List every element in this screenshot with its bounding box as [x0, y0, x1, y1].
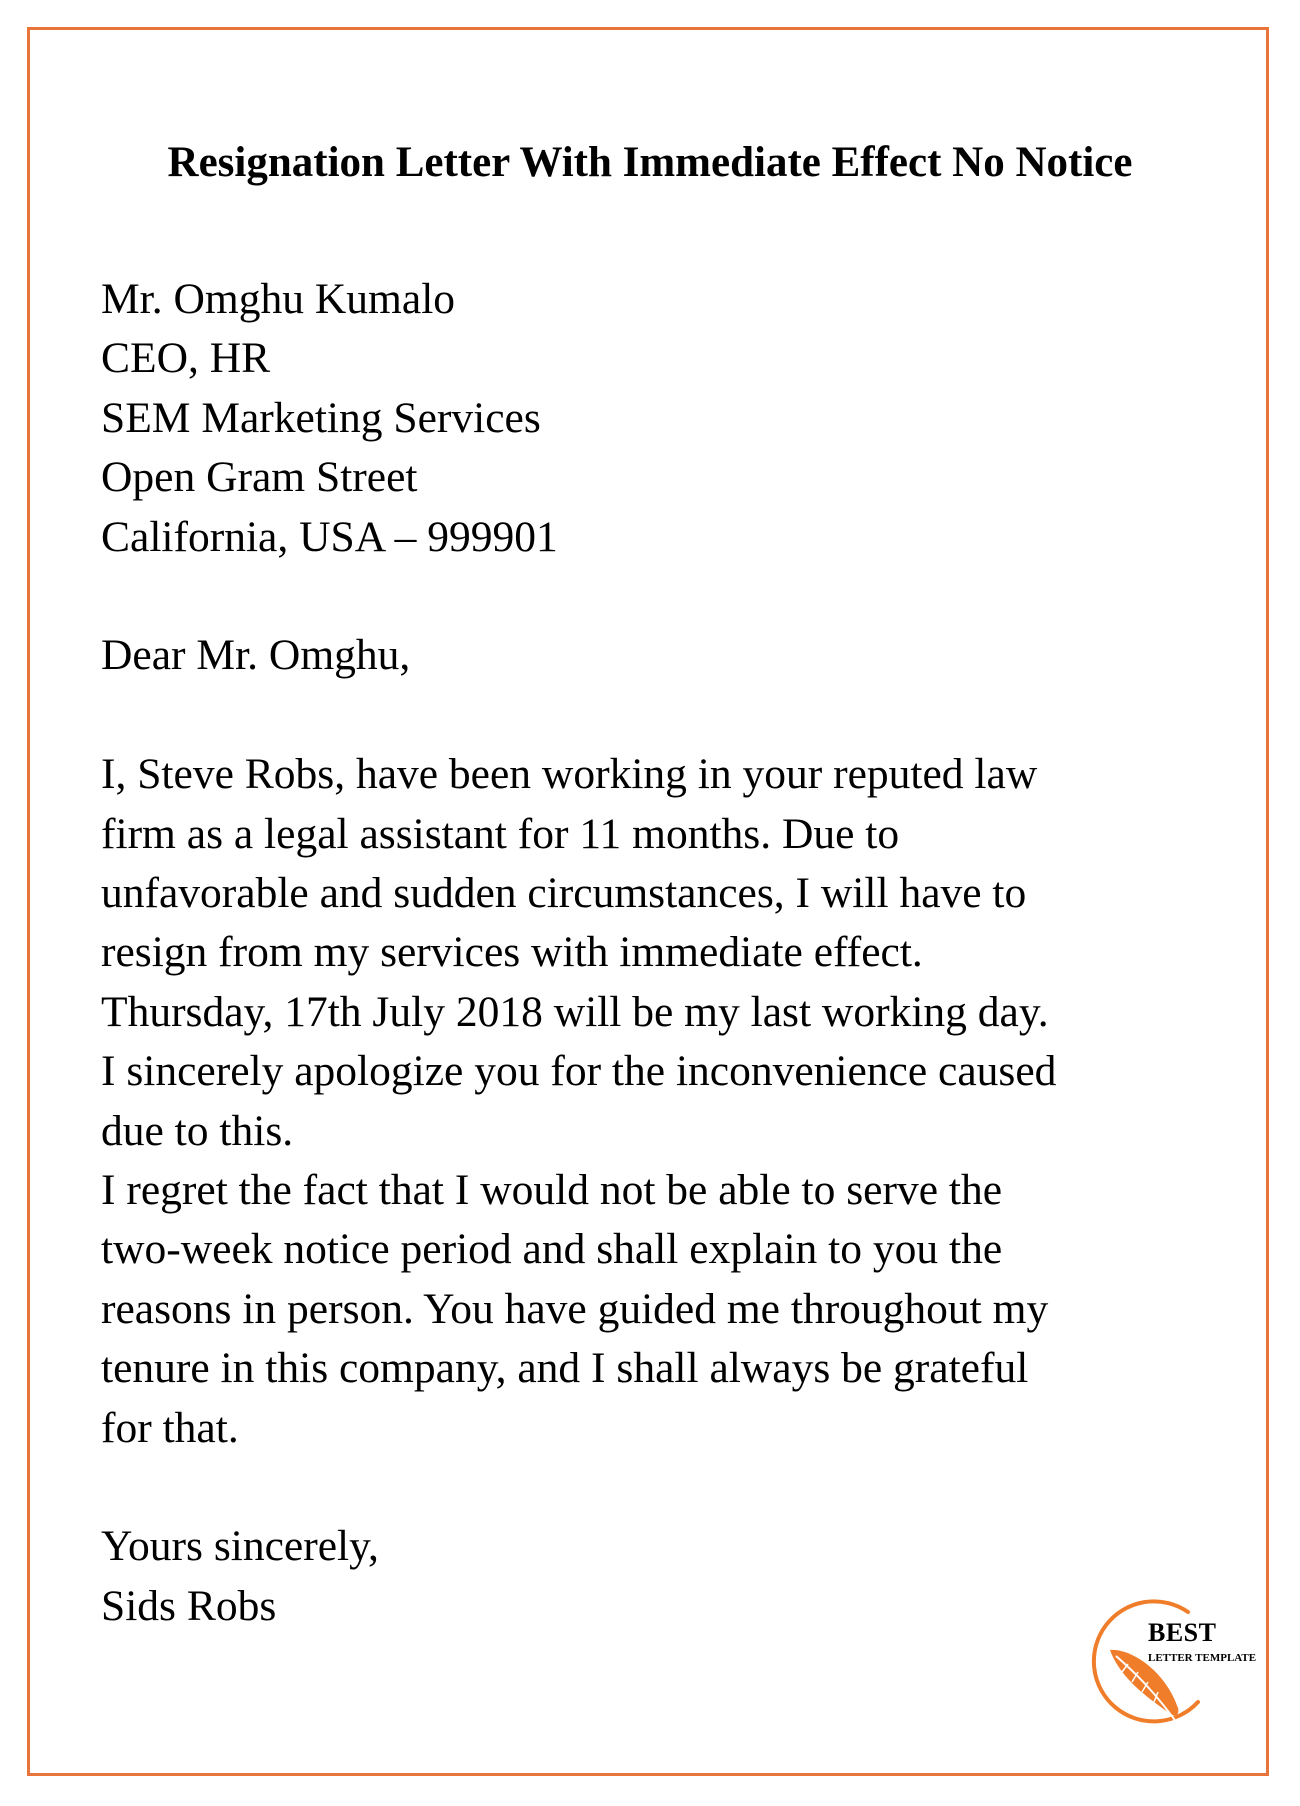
recipient-company: SEM Marketing Services [101, 393, 541, 442]
recipient-city: California, USA – 999901 [101, 512, 558, 561]
letter-title: Resignation Letter With Immediate Effect No Notice [167, 139, 1133, 186]
body-line: I, Steve Robs, have been working in your reputed law [101, 750, 1038, 799]
body-line: resign from my services with immediate effect. [101, 928, 923, 977]
recipient-name: Mr. Omghu Kumalo [101, 275, 456, 323]
closing: Yours sincerely, [101, 1522, 379, 1571]
body-line: due to this. [101, 1106, 294, 1155]
body-line: Thursday, 17th July 2018 will be my last working day. [101, 987, 1049, 1036]
recipient-position: CEO, HR [101, 334, 271, 383]
body-line: for that. [101, 1403, 239, 1452]
body-line: tenure in this company, and I shall always be grateful [101, 1344, 1029, 1393]
recipient-street: Open Gram Street [101, 453, 418, 502]
signature: Sids Robs [101, 1581, 277, 1630]
feather-icon [1070, 1590, 1220, 1740]
body-line: I regret the fact that I would not be able to serve the [101, 1166, 1003, 1215]
logo-text-sub: LETTER TEMPLATE [1148, 1652, 1257, 1664]
body-line: unfavorable and sudden circumstances, I will have to [101, 869, 1027, 918]
logo-text-main: BEST [1148, 1618, 1217, 1647]
brand-logo [1070, 1590, 1270, 1760]
body-line: reasons in person. You have guided me throughout my [101, 1284, 1049, 1333]
body-line: two-week notice period and shall explain to you the [101, 1225, 1003, 1274]
body-line: I sincerely apologize you for the inconvenience caused [101, 1047, 1057, 1096]
letter-content [101, 270, 1221, 1636]
body-line: firm as a legal assistant for 11 months. Due to [101, 809, 900, 858]
salutation: Dear Mr. Omghu, [101, 631, 411, 680]
